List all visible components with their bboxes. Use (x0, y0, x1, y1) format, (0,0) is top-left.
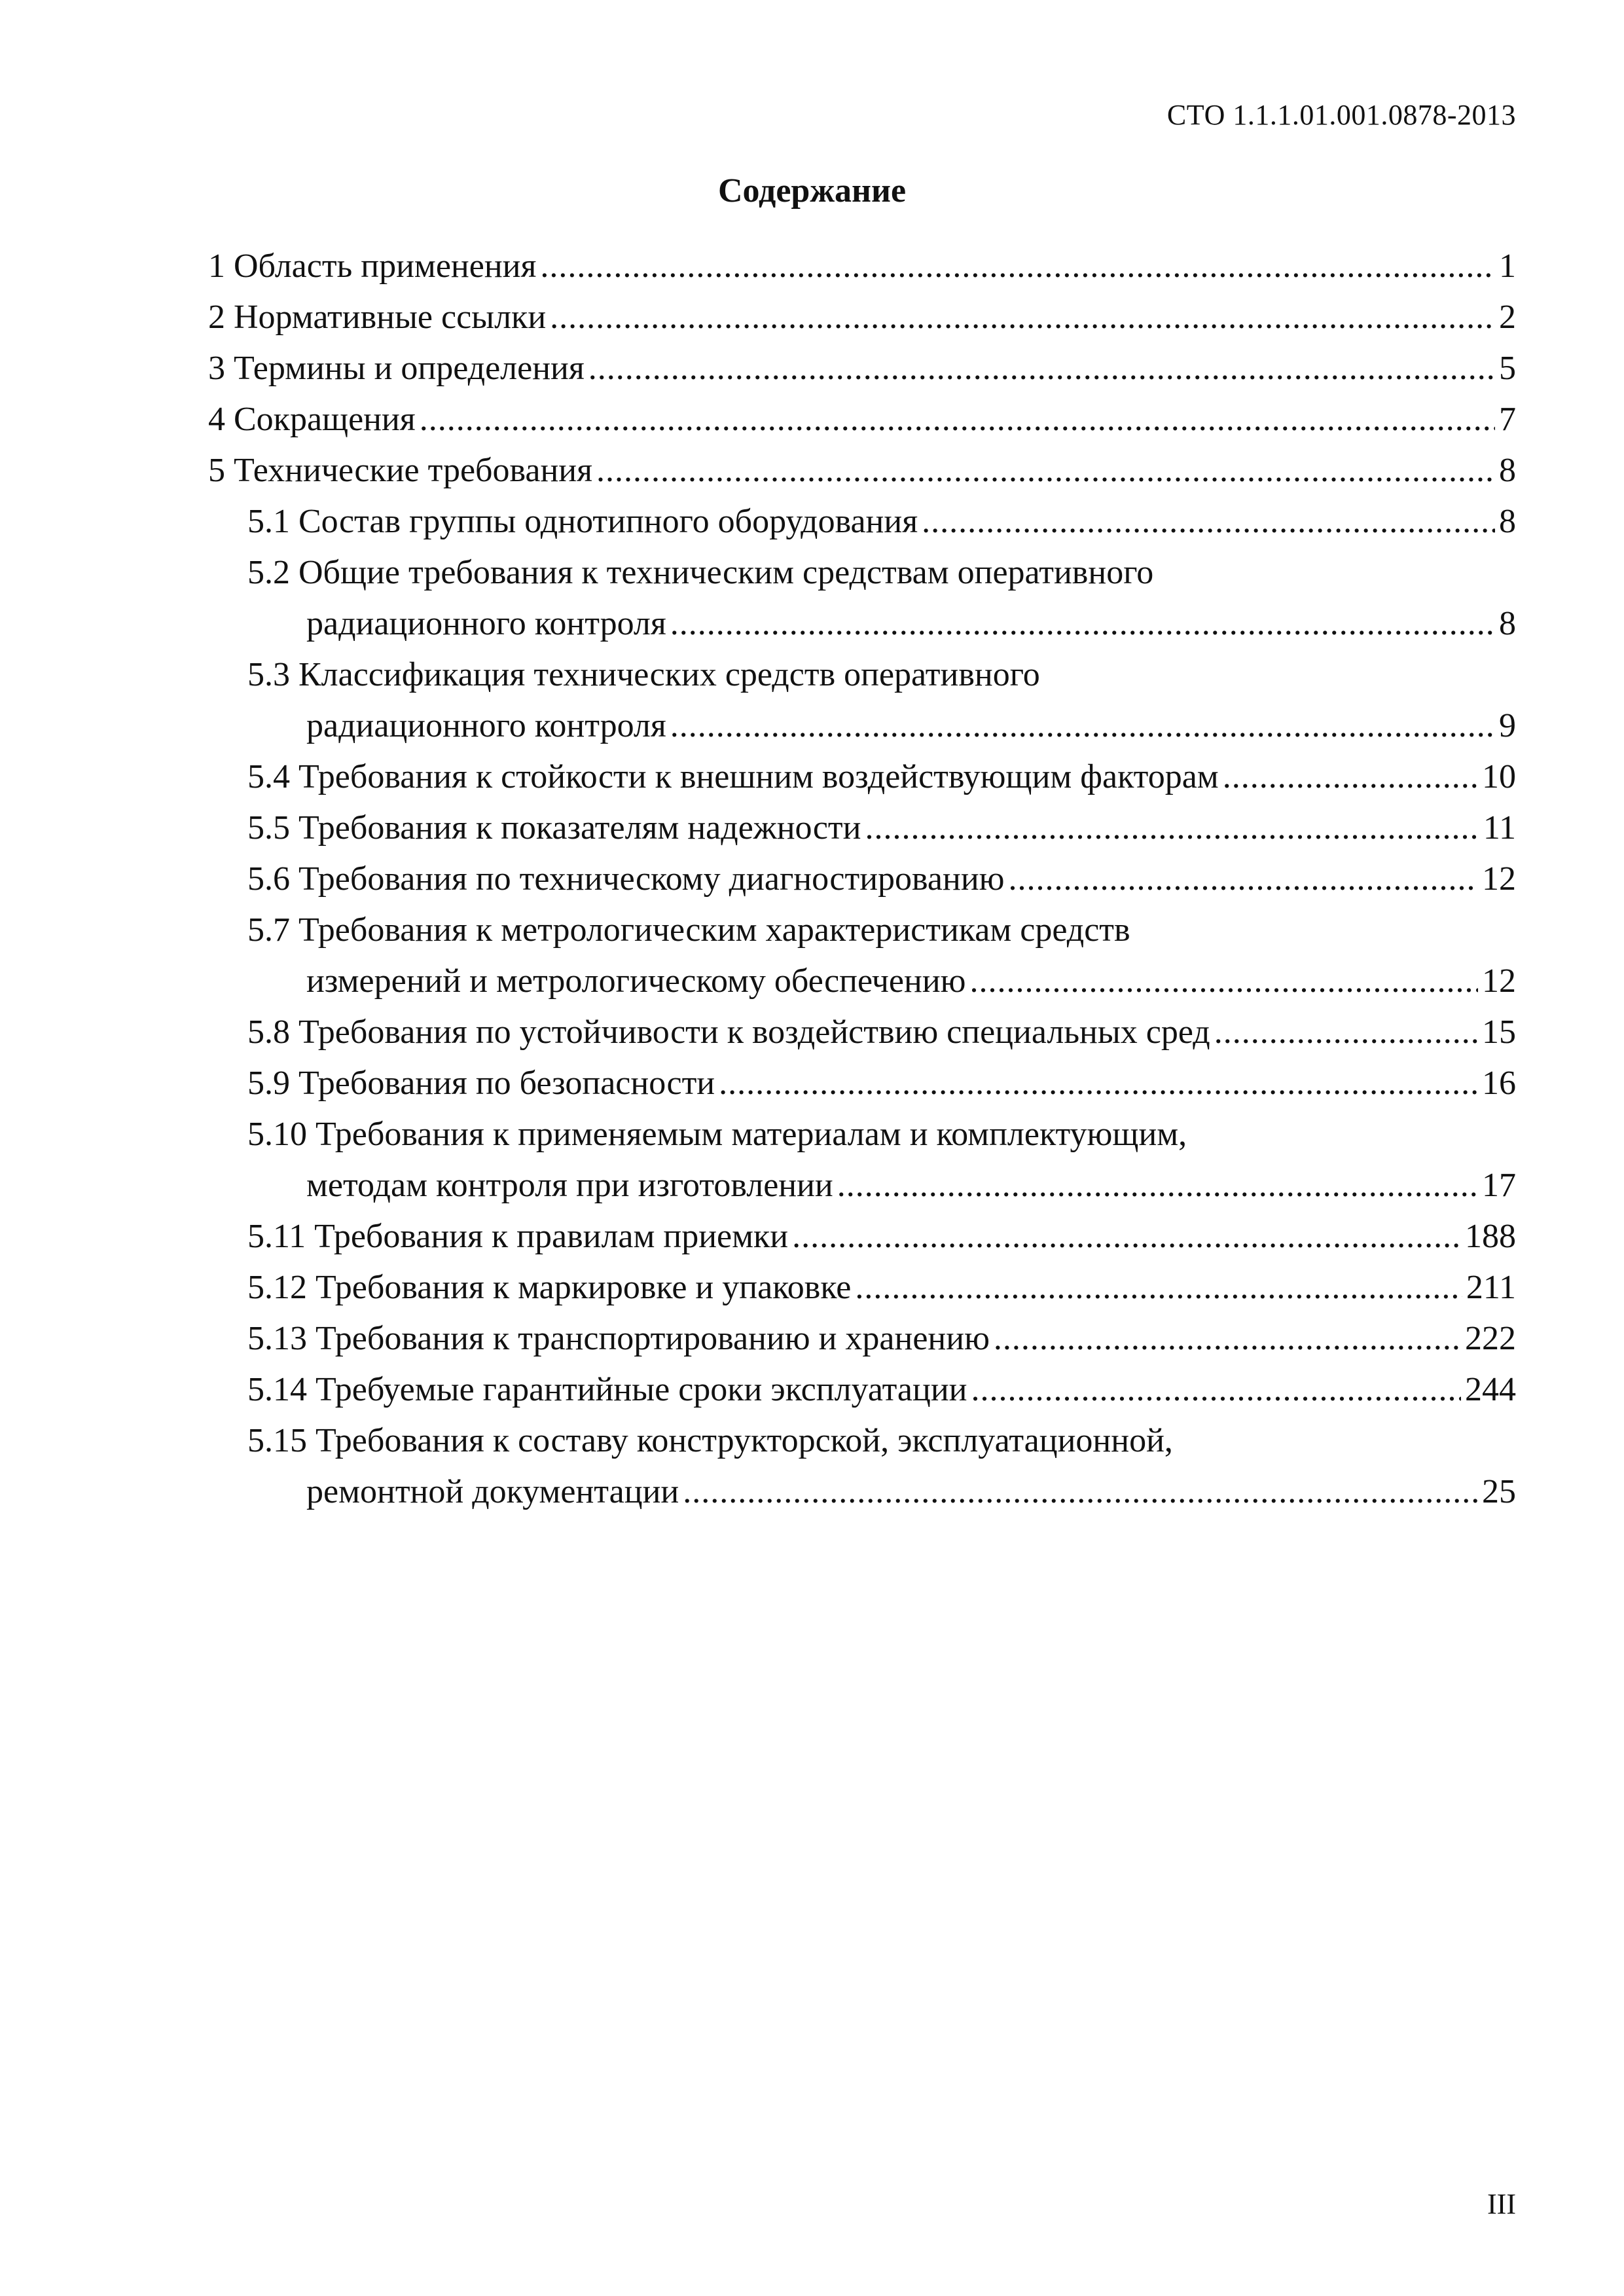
toc-title: Содержание (717, 172, 907, 210)
dot-leader (994, 1313, 1461, 1364)
toc-entry-label: 4 Сокращения (208, 401, 416, 438)
toc-entry-page: 211 (1466, 1269, 1516, 1306)
dot-leader (420, 394, 1495, 445)
toc-entry-page: 1 (1499, 247, 1516, 285)
toc-entry-label: 5.5 Требования к показателям надежности (247, 809, 861, 847)
toc-subentry[interactable] (208, 1313, 1516, 1364)
toc-subentry[interactable] (208, 547, 1516, 649)
dot-leader (971, 1364, 1462, 1415)
toc-entry-label: 5.1 Состав группы однотипного оборудования (247, 503, 918, 540)
dot-leader (670, 598, 1495, 649)
toc-entry-label-line1: 5.3 Классификация технических средств оперативного (247, 656, 1040, 693)
dot-leader (865, 803, 1479, 854)
dot-leader (837, 1160, 1478, 1211)
toc-entry-page: 7 (1499, 401, 1516, 438)
toc-subentry[interactable] (208, 905, 1516, 1007)
dot-leader (596, 445, 1495, 496)
toc-entry[interactable] (208, 394, 1516, 445)
toc-entry-label: 5.13 Требования к транспортированию и хранению (247, 1320, 990, 1357)
toc-entry-page: 16 (1482, 1065, 1516, 1102)
toc-entry[interactable] (208, 292, 1516, 343)
toc-entry-page: 25 (1482, 1473, 1516, 1510)
toc-entry[interactable] (208, 343, 1516, 394)
dot-leader (922, 496, 1495, 547)
toc-entry[interactable] (208, 445, 1516, 496)
toc-subentry[interactable] (208, 1211, 1516, 1262)
dot-leader (670, 701, 1495, 752)
toc-entry-page: 222 (1465, 1320, 1516, 1357)
toc-entry-page: 8 (1499, 503, 1516, 540)
dot-leader (1214, 1007, 1478, 1058)
toc-entry-label: измерений и метрологическому обеспечению (306, 962, 966, 1000)
toc-entry-page: 2 (1499, 299, 1516, 336)
toc-subentry[interactable] (208, 496, 1516, 547)
dot-leader (970, 956, 1479, 1007)
toc-entry-page: 188 (1465, 1218, 1516, 1255)
toc-entry-label-line1: 5.7 Требования к метрологическим характеристикам средств (247, 911, 1130, 949)
toc-entry-label: 3 Термины и определения (208, 350, 585, 387)
toc-subentry[interactable] (208, 1364, 1516, 1415)
toc-entry-page: 5 (1499, 350, 1516, 387)
toc-entry-page: 8 (1499, 452, 1516, 489)
toc-entry-page: 15 (1482, 1013, 1516, 1051)
dot-leader (719, 1058, 1478, 1109)
toc-entry-label: 5.12 Требования к маркировке и упаковке (247, 1269, 852, 1306)
toc-subentry[interactable] (208, 752, 1516, 803)
toc-entry-label-line1: 5.10 Требования к применяемым материалам и комплектующим, (247, 1116, 1187, 1153)
toc-entry-page: 244 (1465, 1371, 1516, 1408)
toc-subentry[interactable] (208, 803, 1516, 854)
dot-leader (855, 1262, 1462, 1313)
toc-entry[interactable] (208, 241, 1516, 292)
toc-entry-label: 5.9 Требования по безопасности (247, 1065, 715, 1102)
table-of-contents (208, 241, 1516, 1518)
toc-subentry[interactable] (208, 1058, 1516, 1109)
dot-leader (1223, 752, 1478, 803)
toc-entry-label: 5.11 Требования к правилам приемки (247, 1218, 789, 1255)
toc-subentry[interactable] (208, 1007, 1516, 1058)
toc-entry-page: 10 (1482, 758, 1516, 795)
page-number: III (1487, 2188, 1516, 2220)
toc-entry-label: 1 Область применения (208, 247, 537, 285)
dot-leader (1009, 854, 1479, 905)
dot-leader (550, 292, 1495, 343)
toc-entry-page: 12 (1482, 962, 1516, 1000)
toc-subentry[interactable] (208, 1415, 1516, 1518)
toc-subentry[interactable] (208, 854, 1516, 905)
toc-entry-label: 5.14 Требуемые гарантийные сроки эксплуатации (247, 1371, 967, 1408)
dot-leader (588, 343, 1495, 394)
toc-entry-label: 5 Технические требования (208, 452, 593, 489)
toc-entry-label: 5.4 Требования к стойкости к внешним воздействующим факторам (247, 758, 1219, 795)
toc-entry-label-line1: 5.15 Требования к составу конструкторской, эксплуатационной, (247, 1422, 1173, 1459)
toc-entry-page: 9 (1499, 707, 1516, 744)
dot-leader (540, 241, 1495, 292)
toc-entry-label: 2 Нормативные ссылки (208, 299, 547, 336)
toc-entry-label-line1: 5.2 Общие требования к техническим средствам оперативного (247, 554, 1154, 591)
toc-entry-label: 5.6 Требования по техническому диагностированию (247, 860, 1005, 898)
dot-leader (683, 1467, 1478, 1518)
toc-entry-label: 5.8 Требования по устойчивости к воздействию специальных сред (247, 1013, 1210, 1051)
toc-subentry[interactable] (208, 1262, 1516, 1313)
toc-entry-label: радиационного контроля (306, 707, 666, 744)
toc-entry-page: 11 (1483, 809, 1516, 847)
dot-leader (792, 1211, 1461, 1262)
toc-entry-label: ремонтной документации (306, 1473, 679, 1510)
toc-subentry[interactable] (208, 649, 1516, 752)
toc-entry-label: методам контроля при изготовлении (306, 1167, 833, 1204)
toc-entry-page: 8 (1499, 605, 1516, 642)
toc-subentry[interactable] (208, 1109, 1516, 1211)
document-code: СТО 1.1.1.01.001.0878-2013 (1166, 99, 1516, 131)
toc-entry-page: 17 (1482, 1167, 1516, 1204)
toc-entry-page: 12 (1482, 860, 1516, 898)
toc-entry-label: радиационного контроля (306, 605, 666, 642)
